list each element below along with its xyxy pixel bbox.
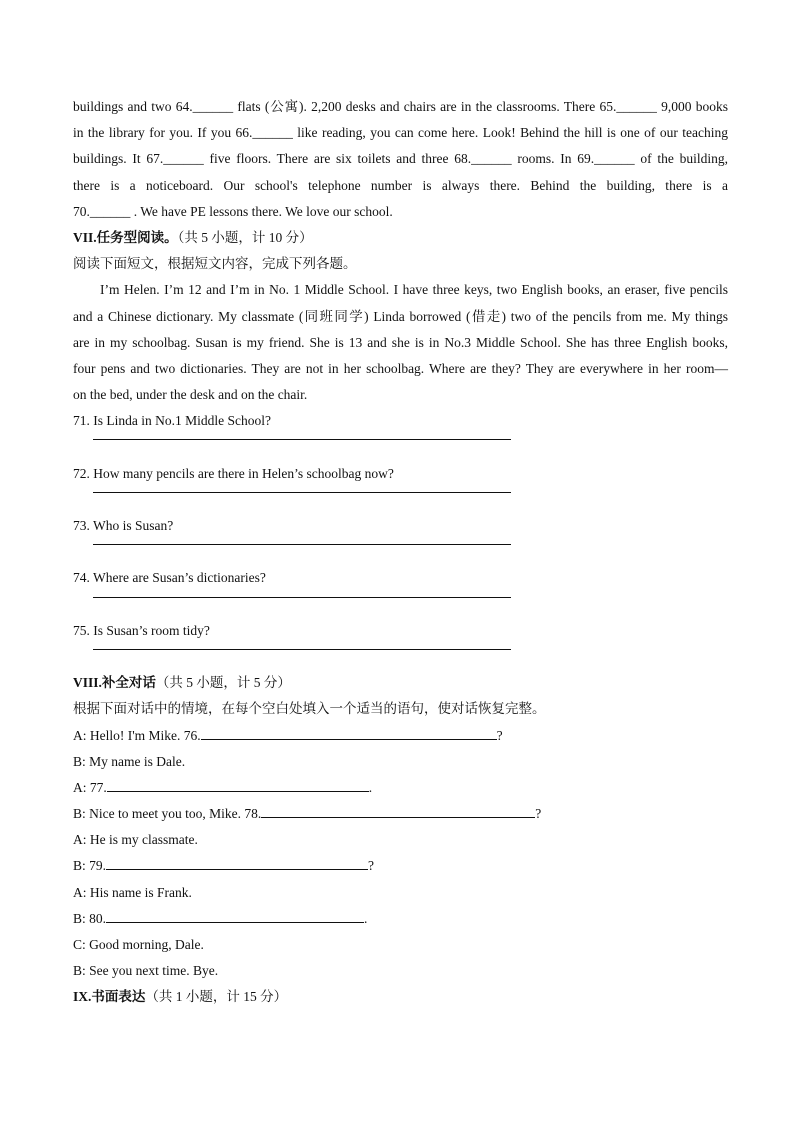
section9-label: IX.书面表达 [73,989,146,1005]
section8-heading [73,670,728,696]
dialogue-punct: . [364,910,368,926]
dialogue [73,723,728,985]
dialogue-line-76 [73,723,728,749]
dialogue-line-80 [73,906,728,932]
question-71: 71. Is Linda in No.1 Middle School? [73,413,271,429]
cloze-line: in the library for you. If you 66.______ like reading, you can come here. Look! Behind the hill is one of our teaching [73,125,728,141]
cloze-line: there is a noticeboard. Our school's telephone number is always there. Behind the building, there is a [73,177,728,193]
section7-label: VII.任务型阅读。 [73,229,178,245]
passage-line: I’m Helen. I’m 12 and I’m in No. 1 Middle School. I have three keys, two English books, an eraser, five pencils [100,282,728,298]
reading-passage [73,277,728,408]
dialogue-line: C: Good morning, Dale. [73,937,204,952]
answer-line-73[interactable] [73,539,728,565]
question-73: 73. Who is Susan? [73,518,174,533]
dialogue-line-78 [73,801,728,827]
section9-score: （共 1 小题，计 15 分） [145,989,288,1005]
dialogue-line: A: He is my classmate. [73,832,198,848]
passage-line: on the bed, under the desk and on the chair. [73,387,308,403]
question-72: 72. How many pencils are there in Helen’s schoolbag now? [73,465,394,481]
dialogue-text: A: Hello! I'm Mike. 76. [73,727,201,743]
blank-80[interactable] [106,908,364,923]
passage-line: four pens and two dictionaries. They are not in her schoolbag. Where are they? They are everywhere in her room— [73,360,728,376]
section7-instruction: 阅读下面短文，根据短文内容，完成下列各题。 [73,256,357,272]
section7-score: （共 5 小题，计 10 分） [177,229,313,245]
cloze-line: buildings. It 67.______ five floors. There are six toilets and three 68.______ rooms. In 69.______ of the building, [73,151,728,167]
dialogue-punct: . [368,779,373,795]
answer-line-71[interactable] [73,434,728,460]
section8-score: （共 5 小题，计 5 分） [155,675,291,691]
dialogue-line: A: His name is Frank. [73,884,192,900]
dialogue-line: B: My name is Dale. [73,753,186,769]
blank-79[interactable] [106,855,368,870]
dialogue-punct: ? [496,727,503,743]
dialogue-line-77 [73,775,728,801]
blank-78[interactable] [261,803,535,818]
dialogue-text: B: 80. [73,910,107,926]
blank-76[interactable] [201,725,497,740]
blank-77[interactable] [107,777,369,792]
question-75: 75. Is Susan’s room tidy? [73,622,210,638]
dialogue-line-79 [73,853,728,879]
section8-instruction: 根据下面对话中的情境，在每个空白处填入一个适当的语句，使对话恢复完整。 [73,701,546,717]
answer-line-72[interactable] [73,487,728,513]
section9-heading [73,984,728,1010]
section7-heading [73,225,728,251]
exam-page [73,94,728,1011]
dialogue-text: A: 77. [73,779,107,795]
dialogue-text: B: 79. [73,858,107,874]
passage-line: are in my schoolbag. Susan is my friend. She is 13 and she is in No.3 Middle School. She has three English books, [73,334,728,350]
section8-label: VIII.补全对话 [73,675,156,691]
cloze-passage [73,94,728,225]
dialogue-punct: ? [368,858,375,874]
dialogue-text: B: Nice to meet you too, Mike. 78. [73,806,262,822]
question-74: 74. Where are Susan’s dictionaries? [73,570,266,586]
answer-line-74[interactable] [73,592,728,618]
cloze-line: 70.______ . We have PE lessons there. We love our school. [73,203,393,219]
passage-line: and a Chinese dictionary. My classmate (同班同学) Linda borrowed (借走) two of the pencils from me. My things [73,308,728,324]
dialogue-punct: ? [535,806,542,822]
answer-line-75[interactable] [73,644,728,670]
cloze-line: buildings and two 64.______ flats (公寓). 2,200 desks and chairs are in the classrooms. There 65.______ 9,000 books [73,99,728,114]
dialogue-line: B: See you next time. Bye. [73,963,219,979]
question-list [73,408,728,670]
